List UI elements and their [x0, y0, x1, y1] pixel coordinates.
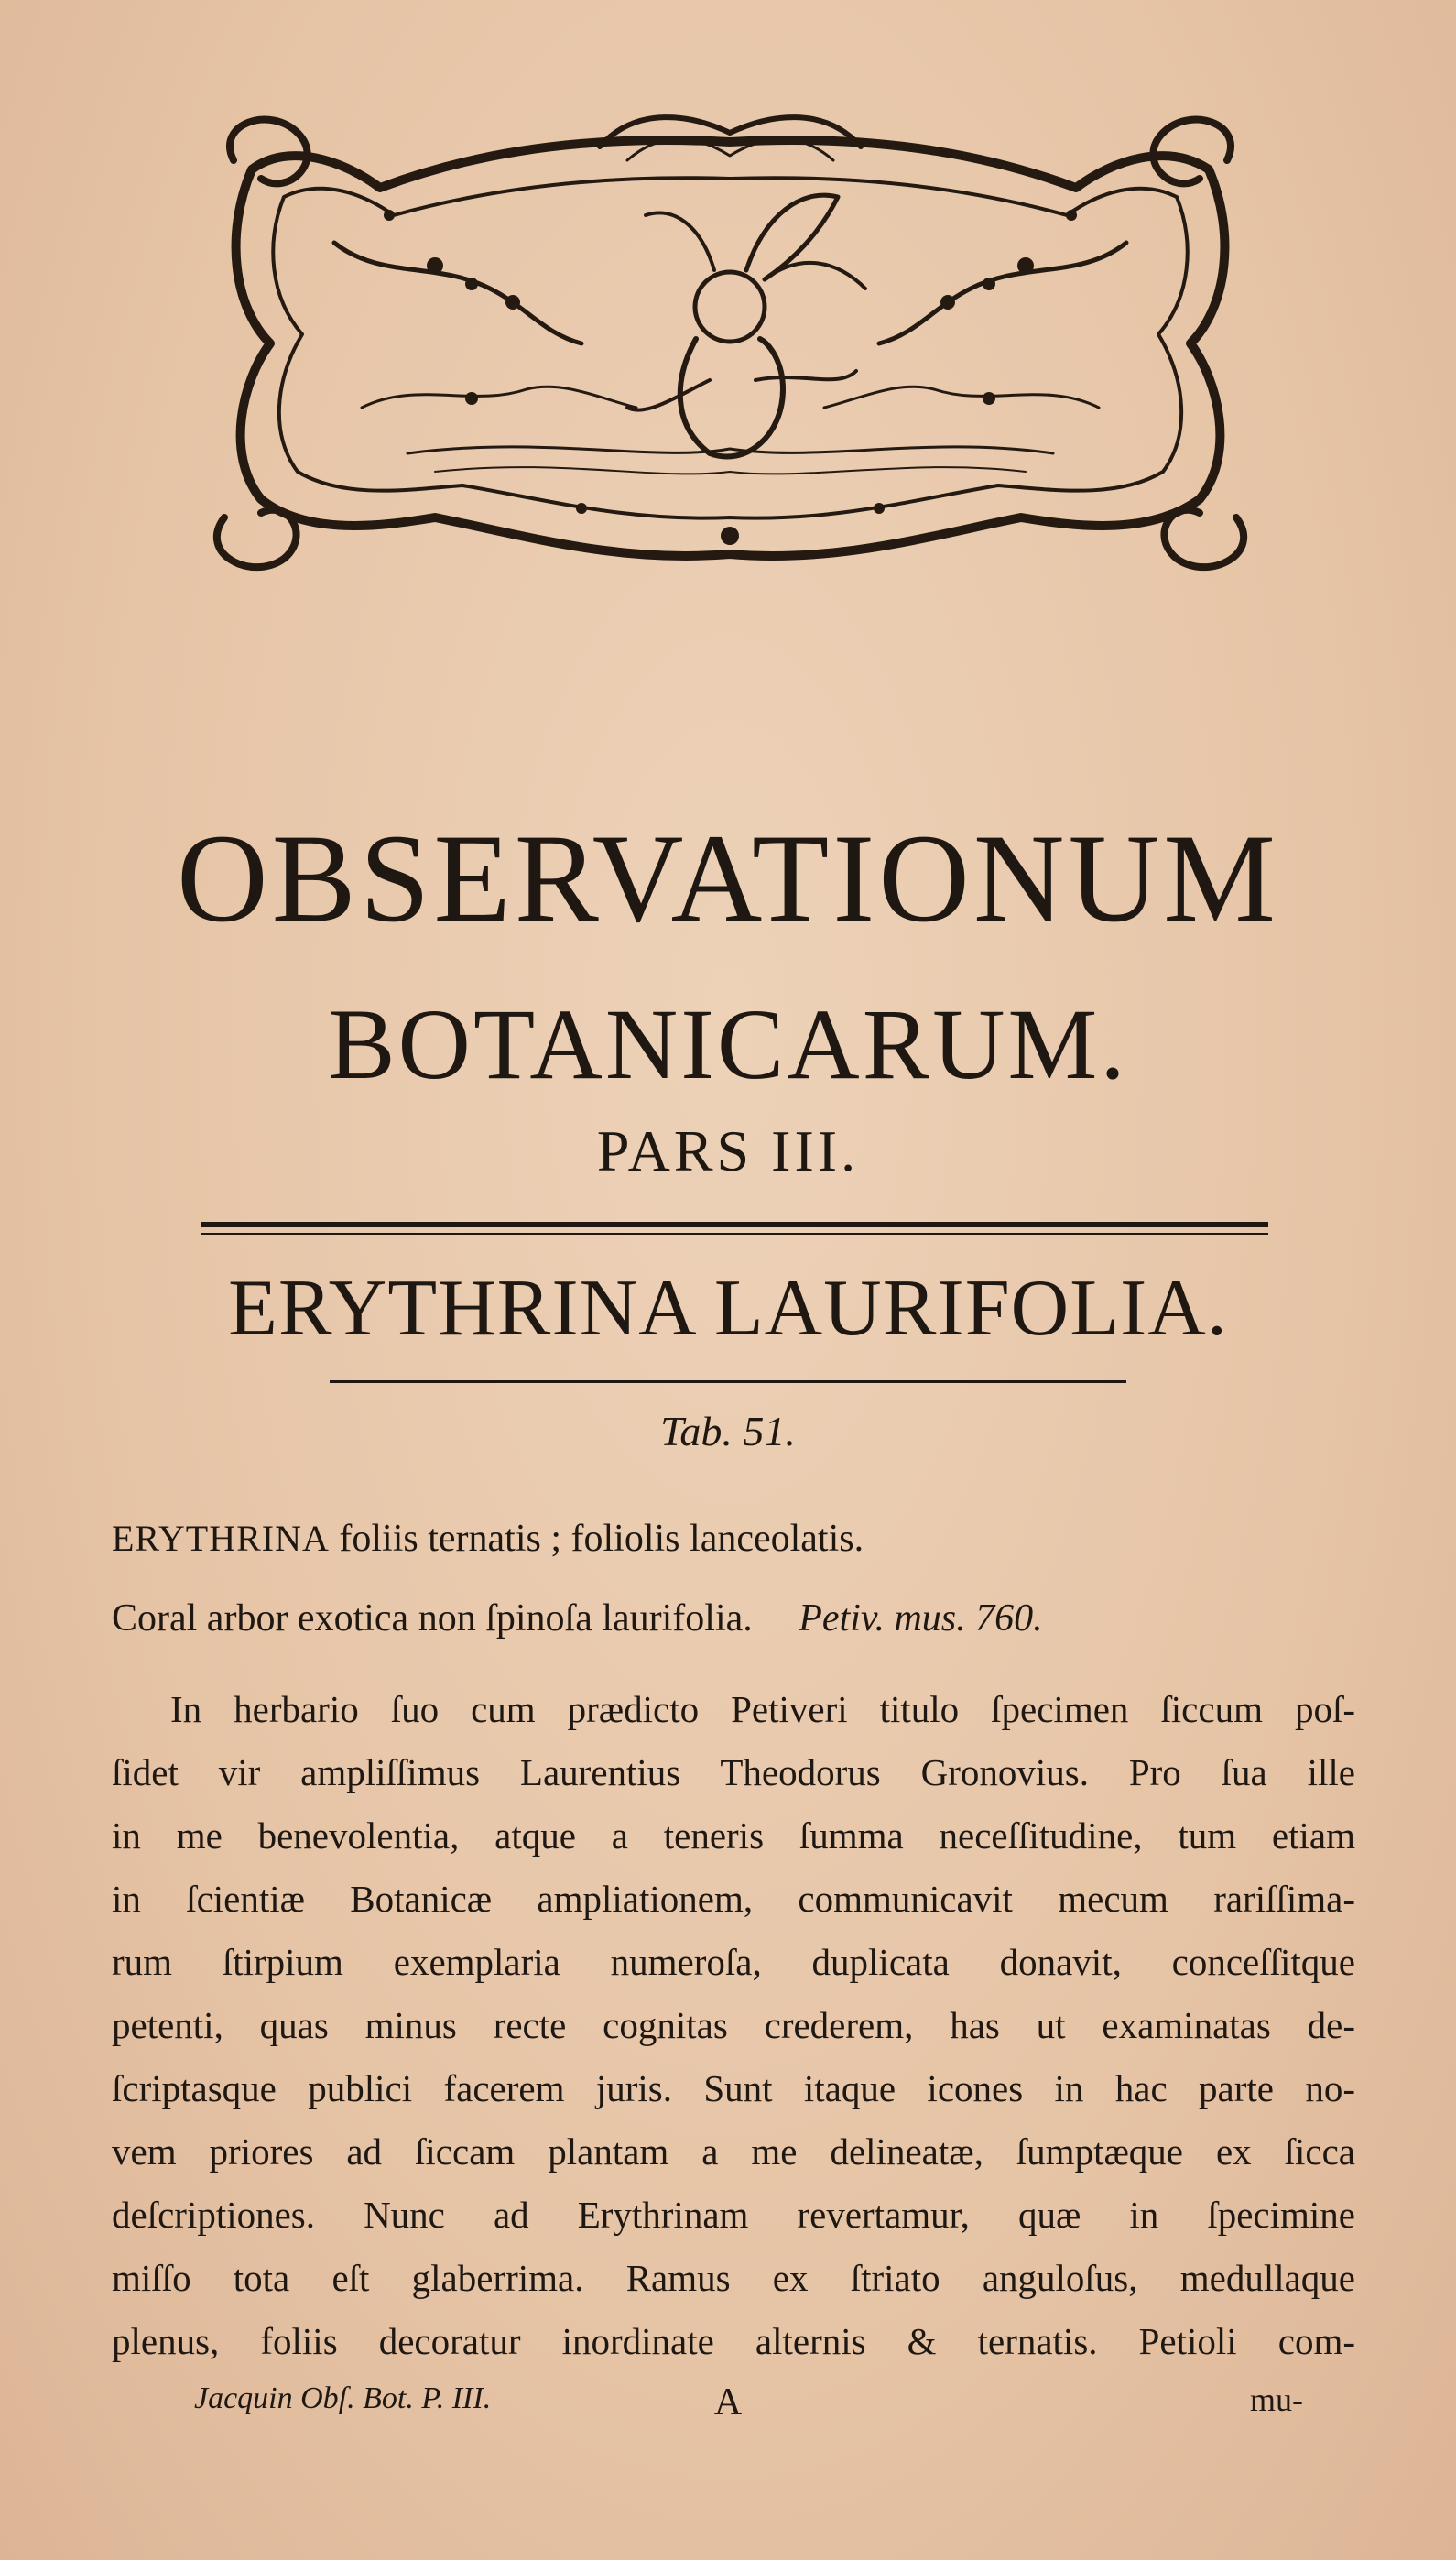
synonym-reference: Petiv. mus. 760. — [799, 1597, 1043, 1639]
heading-rule — [330, 1380, 1126, 1383]
double-rule-top — [201, 1222, 1268, 1227]
body-line: plenus, foliis decoratur inordinate alternis & ternatis. Petioli com- — [112, 2320, 1355, 2362]
body-line: in me benevolentia, atque a teneris ſumma neceſſitudine, tum etiam — [112, 1814, 1355, 1857]
body-line: miſſo tota eſt glaberrima. Ramus ex ſtriato anguloſus, medullaque — [112, 2257, 1355, 2299]
catchword: mu- — [1250, 2381, 1303, 2418]
ornamental-vignette-icon — [197, 105, 1264, 582]
plate-reference: Tab. 51. — [660, 1408, 796, 1454]
diagnosis-genus: ERYTHRINA — [112, 1518, 330, 1559]
body-line: petenti, quas minus recte cognitas crederem, has ut examinatas de- — [112, 2004, 1355, 2046]
body-paragraph — [112, 1678, 1355, 2373]
title-line-3: PARS III. — [596, 1118, 860, 1183]
synonym — [112, 1596, 1357, 1641]
body-line: ſidet vir ampliſſimus Laurentius Theodorus Gronovius. Pro ſua ille — [112, 1751, 1355, 1793]
body-line: in ſcientiæ Botanicæ ampliationem, communicavit mecum rariſſima- — [112, 1878, 1355, 1920]
diagnosis — [112, 1516, 1357, 1562]
species-heading: ERYTHRINA LAURIFOLIA. — [228, 1264, 1228, 1353]
body-line: rum ſtirpium exemplaria numeroſa, duplicata donavit, conceſſitque — [112, 1941, 1355, 1983]
body-line: In herbario ſuo cum prædicto Petiveri titulo ſpecimen ſiccum poſ- — [170, 1688, 1355, 1730]
body-line: deſcriptiones. Nunc ad Erythrinam revertamur, quæ in ſpecimine — [112, 2194, 1355, 2236]
body-line: ſcriptasque publici facerem juris. Sunt itaque icones in hac parte no- — [112, 2067, 1355, 2109]
synonym-text: Coral arbor exotica non ſpinoſa laurifolia. — [112, 1597, 753, 1639]
double-rule-bottom — [201, 1233, 1268, 1235]
title-line-2: BOTANICARUM. — [328, 988, 1128, 1100]
diagnosis-text: foliis ternatis ; foliolis lanceolatis. — [339, 1518, 864, 1560]
signature-mark: A — [713, 2381, 743, 2424]
title-line-1: OBSERVATIONUM — [177, 808, 1279, 948]
signature-line: Jacquin Obſ. Bot. P. III. — [194, 2381, 492, 2415]
body-line: vem priores ad ſiccam plantam a me delineatæ, ſumptæque ex ſicca — [112, 2130, 1355, 2173]
